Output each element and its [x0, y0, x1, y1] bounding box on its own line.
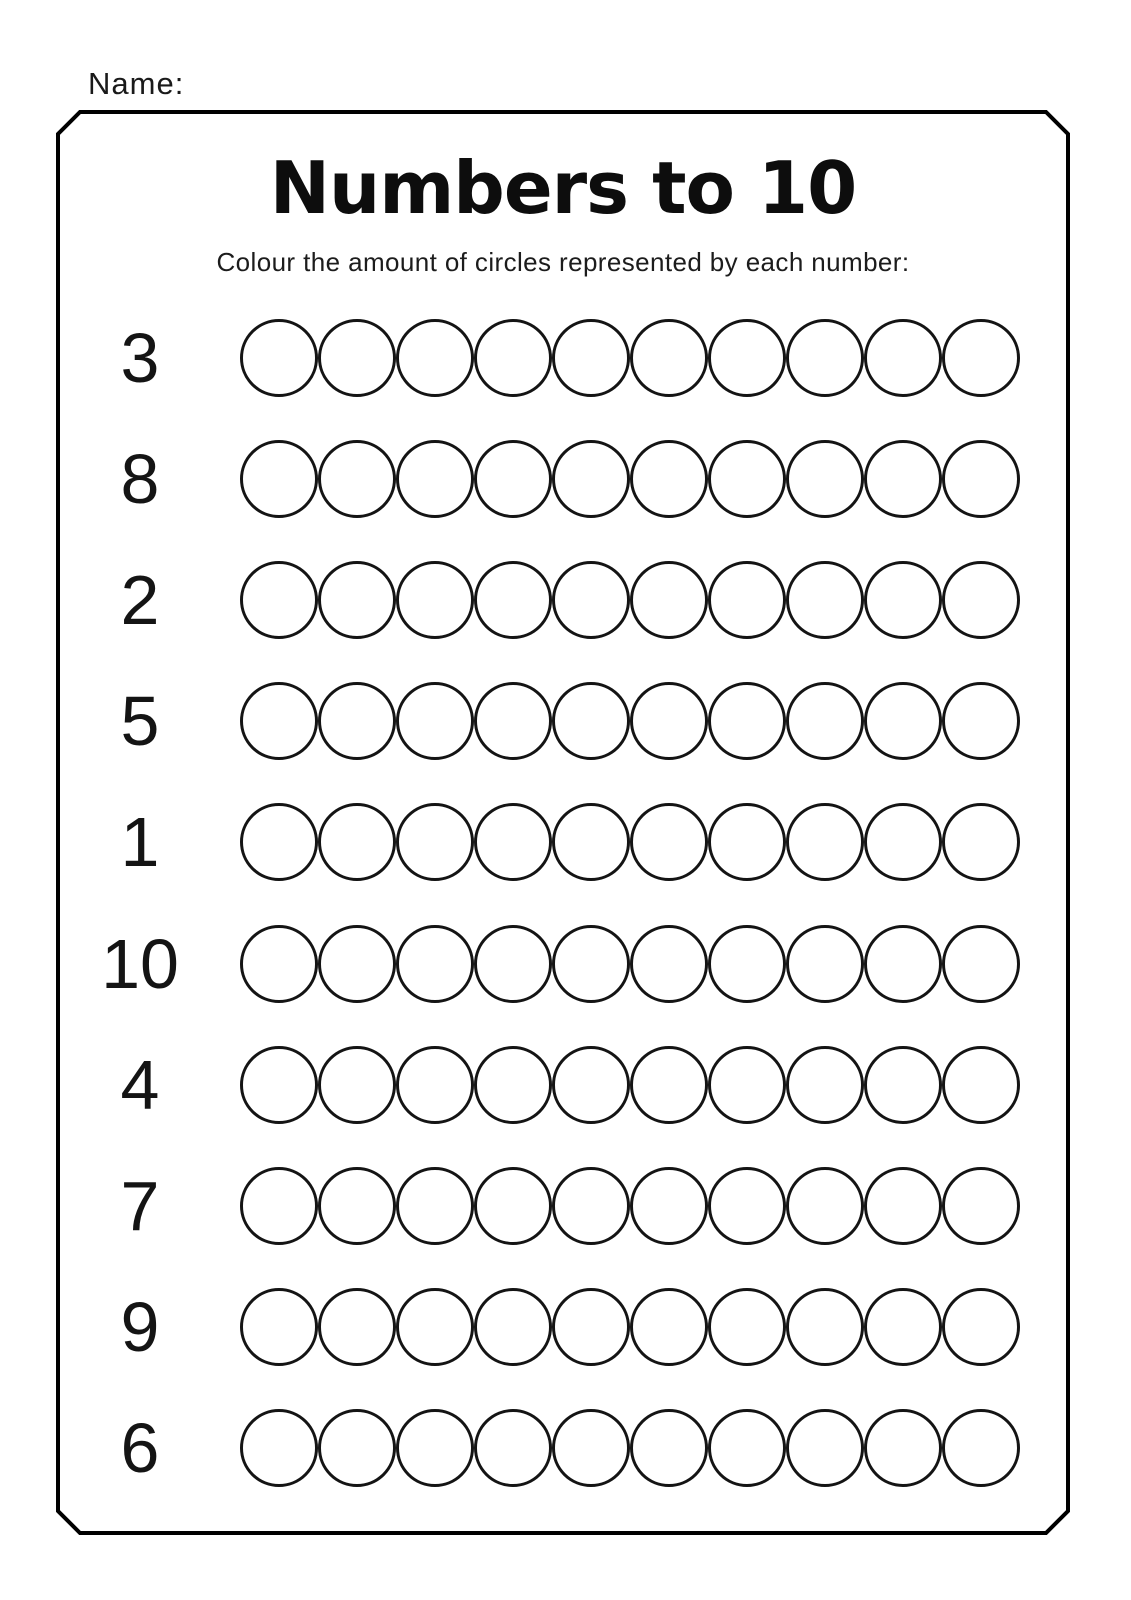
colour-circle[interactable]: [786, 925, 864, 1003]
colour-circle[interactable]: [786, 1046, 864, 1124]
colour-circle[interactable]: [786, 561, 864, 639]
colour-circle[interactable]: [318, 1409, 396, 1487]
colour-circle[interactable]: [240, 440, 318, 518]
colour-circle[interactable]: [318, 925, 396, 1003]
colour-circle[interactable]: [708, 1288, 786, 1366]
colour-circle[interactable]: [552, 440, 630, 518]
colour-circle[interactable]: [474, 925, 552, 1003]
circle-group: [240, 319, 1020, 397]
colour-circle[interactable]: [240, 1409, 318, 1487]
row-number: 8: [120, 440, 160, 518]
colour-circle[interactable]: [942, 1167, 1020, 1245]
colour-circle[interactable]: [708, 1046, 786, 1124]
colour-circle[interactable]: [786, 682, 864, 760]
colour-circle[interactable]: [630, 319, 708, 397]
colour-circle[interactable]: [786, 1288, 864, 1366]
colour-circle[interactable]: [552, 1409, 630, 1487]
colour-circle[interactable]: [318, 561, 396, 639]
colour-circle[interactable]: [942, 319, 1020, 397]
name-label: Name:: [88, 66, 185, 101]
worksheet-row: [0, 1267, 1131, 1387]
circle-group: [240, 440, 1020, 518]
colour-circle[interactable]: [240, 561, 318, 639]
colour-circle[interactable]: [630, 1409, 708, 1487]
colour-circle[interactable]: [864, 561, 942, 639]
colour-circle[interactable]: [396, 925, 474, 1003]
colour-circle[interactable]: [474, 803, 552, 881]
colour-circle[interactable]: [474, 1409, 552, 1487]
colour-circle[interactable]: [942, 682, 1020, 760]
row-number: 10: [101, 925, 179, 1003]
colour-circle[interactable]: [240, 319, 318, 397]
colour-circle[interactable]: [396, 1167, 474, 1245]
worksheet-row: [0, 661, 1131, 781]
colour-circle[interactable]: [396, 440, 474, 518]
circle-group: [240, 925, 1020, 1003]
colour-circle[interactable]: [630, 682, 708, 760]
row-number: 6: [120, 1409, 160, 1487]
colour-circle[interactable]: [942, 803, 1020, 881]
colour-circle[interactable]: [552, 561, 630, 639]
colour-circle[interactable]: [240, 682, 318, 760]
colour-circle[interactable]: [396, 682, 474, 760]
row-number: 7: [120, 1167, 160, 1245]
colour-circle[interactable]: [786, 1409, 864, 1487]
colour-circle[interactable]: [318, 1046, 396, 1124]
colour-circle[interactable]: [474, 682, 552, 760]
circle-group: [240, 682, 1020, 760]
colour-circle[interactable]: [474, 440, 552, 518]
colour-circle[interactable]: [630, 1046, 708, 1124]
colour-circle[interactable]: [864, 682, 942, 760]
colour-circle[interactable]: [552, 319, 630, 397]
circle-group: [240, 1288, 1020, 1366]
colour-circle[interactable]: [552, 1288, 630, 1366]
colour-circle[interactable]: [864, 803, 942, 881]
colour-circle[interactable]: [396, 1288, 474, 1366]
row-number: 1: [120, 803, 160, 881]
colour-circle[interactable]: [318, 319, 396, 397]
colour-circle[interactable]: [708, 561, 786, 639]
colour-circle[interactable]: [630, 803, 708, 881]
colour-circle[interactable]: [942, 561, 1020, 639]
colour-circle[interactable]: [552, 682, 630, 760]
circle-group: [240, 803, 1020, 881]
colour-circle[interactable]: [708, 803, 786, 881]
colour-circle[interactable]: [396, 803, 474, 881]
worksheet-row: [0, 1146, 1131, 1266]
colour-circle[interactable]: [474, 1046, 552, 1124]
colour-circle[interactable]: [396, 319, 474, 397]
colour-circle[interactable]: [396, 561, 474, 639]
colour-circle[interactable]: [786, 319, 864, 397]
colour-circle[interactable]: [552, 1167, 630, 1245]
colour-circle[interactable]: [630, 440, 708, 518]
colour-circle[interactable]: [474, 319, 552, 397]
colour-circle[interactable]: [708, 682, 786, 760]
colour-circle[interactable]: [708, 440, 786, 518]
colour-circle[interactable]: [708, 319, 786, 397]
worksheet-row: [0, 419, 1131, 539]
colour-circle[interactable]: [708, 1167, 786, 1245]
worksheet-row: [0, 1388, 1131, 1508]
colour-circle[interactable]: [786, 1167, 864, 1245]
row-number: 5: [120, 682, 160, 760]
colour-circle[interactable]: [240, 925, 318, 1003]
colour-circle[interactable]: [864, 1046, 942, 1124]
circle-group: [240, 1167, 1020, 1245]
circle-group: [240, 561, 1020, 639]
circle-group: [240, 1409, 1020, 1487]
colour-circle[interactable]: [318, 682, 396, 760]
colour-circle[interactable]: [786, 803, 864, 881]
worksheet-title: Numbers to 10: [269, 146, 857, 230]
colour-circle[interactable]: [474, 561, 552, 639]
colour-circle[interactable]: [318, 1167, 396, 1245]
colour-circle[interactable]: [942, 1409, 1020, 1487]
colour-circle[interactable]: [474, 1288, 552, 1366]
colour-circle[interactable]: [240, 1288, 318, 1366]
row-number: 4: [120, 1046, 160, 1124]
colour-circle[interactable]: [240, 1046, 318, 1124]
colour-circle[interactable]: [240, 803, 318, 881]
colour-circle[interactable]: [630, 561, 708, 639]
colour-circle[interactable]: [630, 925, 708, 1003]
colour-circle[interactable]: [552, 925, 630, 1003]
colour-circle[interactable]: [864, 925, 942, 1003]
colour-circle[interactable]: [396, 1409, 474, 1487]
colour-circle[interactable]: [942, 1046, 1020, 1124]
colour-circle[interactable]: [630, 1288, 708, 1366]
worksheet-row: [0, 782, 1131, 902]
row-number: 2: [120, 561, 160, 639]
colour-circle[interactable]: [474, 1167, 552, 1245]
colour-circle[interactable]: [864, 1167, 942, 1245]
colour-circle[interactable]: [552, 803, 630, 881]
colour-circle[interactable]: [630, 1167, 708, 1245]
circle-group: [240, 1046, 1020, 1124]
worksheet-row: [0, 1025, 1131, 1145]
colour-circle[interactable]: [318, 440, 396, 518]
row-number: 3: [120, 319, 160, 397]
colour-circle[interactable]: [864, 1409, 942, 1487]
worksheet-instruction: Colour the amount of circles represented by each number:: [216, 247, 910, 277]
colour-circle[interactable]: [318, 1288, 396, 1366]
colour-circle[interactable]: [708, 925, 786, 1003]
colour-circle[interactable]: [318, 803, 396, 881]
worksheet-row: [0, 298, 1131, 418]
worksheet-row: [0, 904, 1131, 1024]
colour-circle[interactable]: [396, 1046, 474, 1124]
colour-circle[interactable]: [240, 1167, 318, 1245]
colour-circle[interactable]: [786, 440, 864, 518]
colour-circle[interactable]: [942, 925, 1020, 1003]
row-number: 9: [120, 1288, 160, 1366]
worksheet-row: [0, 540, 1131, 660]
colour-circle[interactable]: [864, 1288, 942, 1366]
colour-circle[interactable]: [864, 319, 942, 397]
colour-circle[interactable]: [942, 1288, 1020, 1366]
colour-circle[interactable]: [708, 1409, 786, 1487]
colour-circle[interactable]: [942, 440, 1020, 518]
colour-circle[interactable]: [552, 1046, 630, 1124]
colour-circle[interactable]: [864, 440, 942, 518]
